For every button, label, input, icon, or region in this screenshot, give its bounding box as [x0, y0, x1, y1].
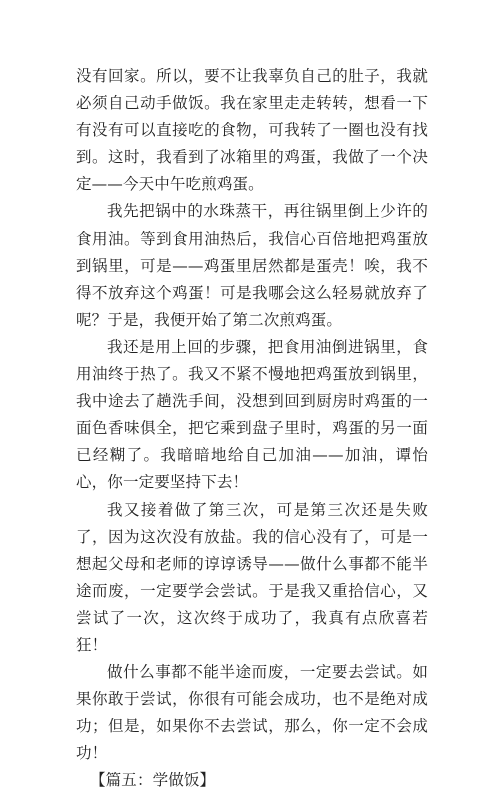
section-heading: 【篇五：学做饭】: [90, 771, 216, 790]
paragraph-2: 我先把锅中的水珠蒸干，再往锅里倒上少许的食用油。等到食用油热后，我信心百倍地把鸡蛋放到锅里，可是——鸡蛋里居然都是蛋壳！唉，我不得不放弃这个鸡蛋！可是我哪会这么轻易就放弃了呢？于是，我便开始了第二次煎鸡蛋。: [76, 202, 428, 329]
paragraph-3: 我还是用上回的步骤，把食用油倒进锅里，食用油终于热了。我又不紧不慢地把鸡蛋放到锅里，我中途去了趟洗手间，没想到回到厨房时鸡蛋的一面色香味俱全，把它乘到盘子里时，鸡蛋的另一面已经糊了。我暗暗地给自己加油——加油，谭怡心，你一定要坚持下去！: [76, 337, 428, 492]
paragraph-5: 做什么事都不能半途而废，一定要去尝试。如果你敢于尝试，你很有可能会成功，也不是绝对成功；但是，如果你不去尝试，那么，你一定不会成功！: [76, 663, 428, 763]
document-page: [76, 63, 428, 795]
paragraph-1: 没有回家。所以，要不让我辜负自己的肚子，我就必须自己动手做饭。我在家里走走转转，想看一下有没有可以直接吃的食物，可我转了一圈也没有找到。这时，我看到了冰箱里的鸡蛋，我做了一个决定——今天中午吃煎鸡蛋。: [76, 67, 428, 194]
paragraph-4: 我又接着做了第三次，可是第三次还是失败了，因为这次没有放盐。我的信心没有了，可是一想起父母和老师的谆谆诱导——做什么事都不能半途而废，一定要学会尝试。于是我又重拾信心，又尝试了一次，这次终于成功了，我真有点欣喜若狂！: [76, 500, 428, 654]
